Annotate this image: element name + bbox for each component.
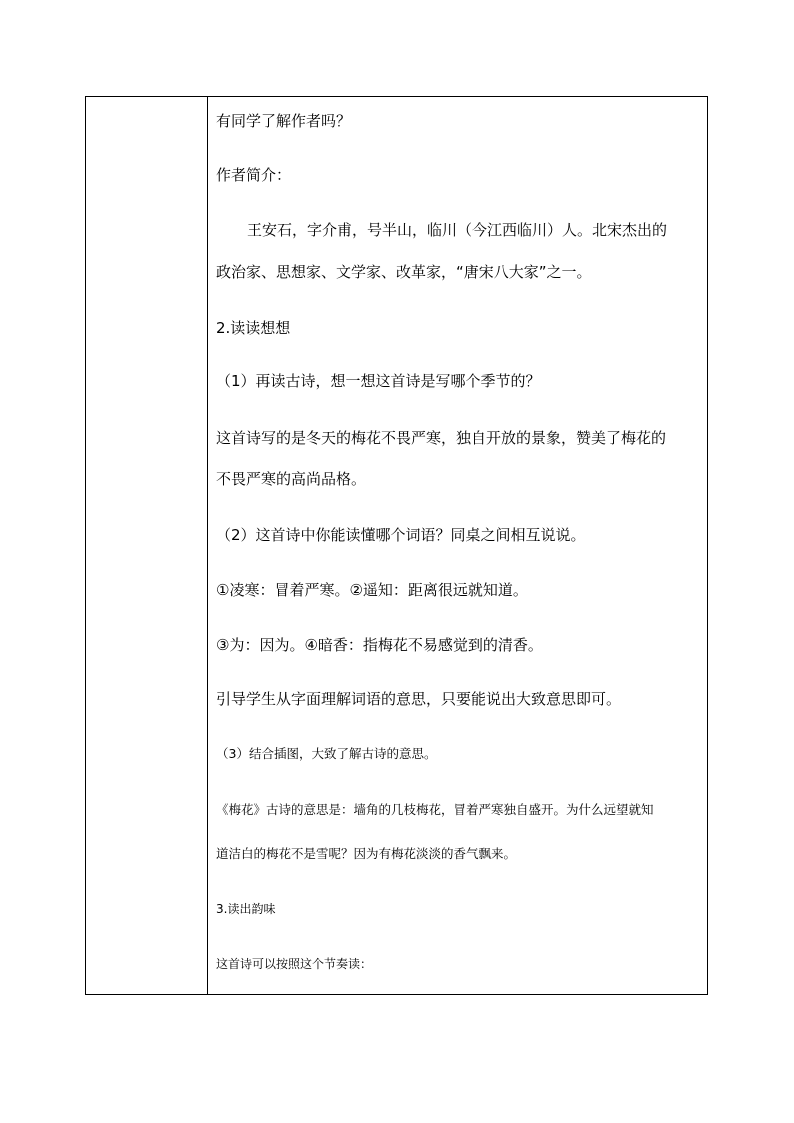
author-intro-line-2: 政治家、思想家、文学家、改革家，“唐宋八大家”之一。: [216, 263, 592, 281]
word-notes-line-1: ①凌寒：冒着严寒。②遥知：距离很远就知道。: [216, 581, 528, 599]
column-divider: [207, 97, 208, 994]
question-meaning: （3）结合插图，大致了解古诗的意思。: [216, 746, 437, 761]
question-words: （2）这首诗中你能读懂哪个词语？同桌之间相互说说。: [216, 526, 586, 544]
poem-meaning-line-2: 道洁白的梅花不是雪呢？因为有梅花淡淡的香气飘来。: [216, 846, 517, 861]
question-author: 有同学了解作者吗？: [216, 112, 352, 130]
question-season: （1）再读古诗，想一想这首诗是写哪个季节的？: [216, 372, 541, 390]
author-intro-heading: 作者简介：: [216, 166, 292, 184]
lesson-table: [85, 96, 708, 995]
section-heading-rhythm: 3.读出韵味: [216, 902, 276, 916]
teaching-guidance: 引导学生从字面理解词语的意思，只要能说出大致意思即可。: [216, 690, 622, 708]
author-intro-line-1: 王安石，字介甫，号半山，临川（今江西临川）人。北宋杰出的: [247, 221, 668, 239]
answer-season-line-1: 这首诗写的是冬天的梅花不畏严寒，独自开放的景象，赞美了梅花的: [216, 429, 667, 447]
section-heading-read-think: 2.读读想想: [216, 319, 291, 337]
answer-season-line-2: 不畏严寒的高尚品格。: [216, 470, 367, 488]
poem-meaning-line-1: 《梅花》古诗的意思是：墙角的几枝梅花，冒着严寒独自盛开。为什么远望就知: [216, 802, 654, 817]
word-notes-line-2: ③为：因为。④暗香：指梅花不易感觉到的清香。: [216, 636, 543, 654]
rhythm-intro: 这首诗可以按照这个节奏读：: [216, 957, 373, 971]
